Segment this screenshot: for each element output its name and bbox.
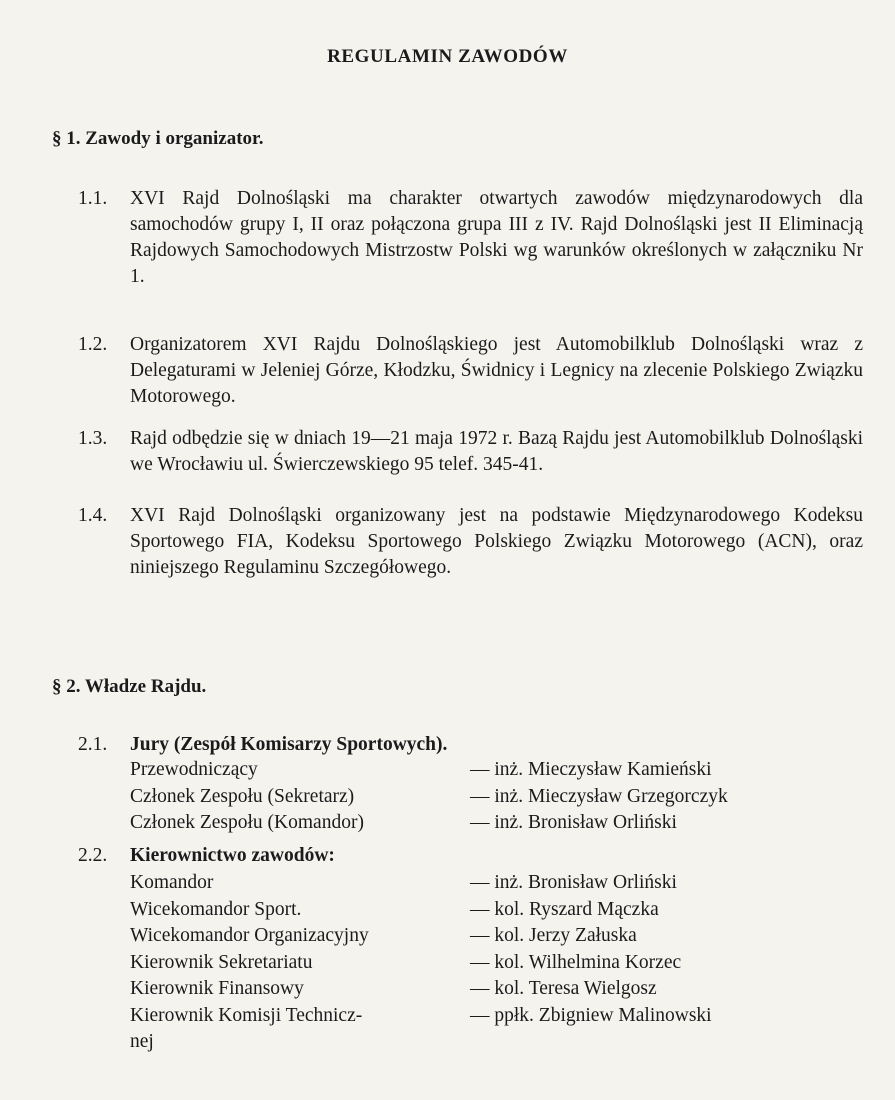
roster-role: Kierownik Finansowy (130, 978, 304, 999)
roster-person: — kol. Jerzy Załuska (470, 925, 637, 946)
subsection-heading (78, 843, 335, 869)
roster-row (130, 923, 850, 950)
subsection-number: 2.1. (78, 734, 108, 755)
roster-role: Kierownik Komisji Technicz- (130, 1004, 363, 1026)
roster-role: Członek Zespołu (Sekretarz) (130, 785, 355, 807)
roster-person: — inż. Bronisław Orliński (470, 812, 677, 833)
paragraph (78, 503, 863, 581)
paragraph (78, 186, 863, 290)
roster-role: Kierownik Sekretariatu (130, 951, 313, 973)
roster-role: Komandor (130, 872, 214, 893)
roster-row (130, 870, 850, 897)
paragraph (78, 332, 863, 410)
section-heading: § 1. Zawody i organizator. (52, 128, 264, 149)
roster-row (130, 950, 850, 977)
roster-row (130, 784, 850, 811)
paragraph-number: 1.1. (78, 188, 108, 209)
roster-role: Wicekomandor Organizacyjny (130, 925, 369, 946)
paragraph-number: 1.3. (78, 428, 108, 449)
roster-role: Przewodniczący (130, 759, 258, 780)
roster-person: — kol. Wilhelmina Korzec (470, 951, 682, 973)
roster-person: — ppłk. Zbigniew Malinowski (470, 1004, 712, 1026)
roster-row (130, 810, 850, 837)
paragraph-text: XVI Rajd Dolnośląski organizowany jest na podstawie Międzynarodowego Kodeksu Sportowego FIA, Kodeksu Sportowego Polskiego Związku Motorowego (ACN), oraz niniejszego Regulaminu Szczegółowego. (130, 505, 863, 578)
paragraph-text: XVI Rajd Dolnośląski ma charakter otwartych zawodów międzynarodowych dla samochodów grupy I, II oraz połączona grupa III z IV. Rajd Dolnośląski jest II Eliminacją Rajdowych Samochodowych Mistrzostw Polski wg warunków określonych w załączniku Nr 1. (130, 188, 863, 287)
paragraph-text: Rajd odbędzie się w dniach 19—21 maja 1972 r. Bazą Rajdu jest Automobilklub Dolnośląski we Wrocławiu ul. Świerczewskiego 95 telef. 345-41. (130, 428, 863, 475)
paragraph-number: 1.4. (78, 505, 108, 526)
roster-row (130, 1003, 850, 1030)
section-heading: § 2. Władze Rajdu. (52, 676, 207, 697)
subsection-label: Kierownictwo zawodów: (130, 845, 335, 866)
subsection-heading (78, 732, 447, 758)
roster-row (130, 897, 850, 924)
roster-person: — kol. Teresa Wielgosz (470, 978, 657, 999)
subsection-label: Jury (Zespół Komisarzy Sportowych). (130, 734, 448, 755)
roster-row (130, 757, 850, 784)
subsection-number: 2.2. (78, 845, 108, 866)
roster-role: Wicekomandor Sport. (130, 898, 302, 920)
management-roster (130, 870, 850, 1056)
paragraph-number: 1.2. (78, 334, 108, 355)
roster-person (470, 1029, 850, 1056)
roster-person: — inż. Bronisław Orliński (470, 872, 677, 893)
paragraph (78, 426, 863, 478)
paragraph-text: Organizatorem XVI Rajdu Dolnośląskiego jest Automobilklub Dolnośląski wraz z Delegaturami w Jeleniej Górze, Kłodzku, Świdnicy i Legnicy na zlecenie Polskiego Związku Motorowego. (130, 334, 863, 407)
roster-role: Członek Zespołu (Komandor) (130, 812, 364, 833)
jury-roster (130, 757, 850, 837)
roster-person: — inż. Mieczysław Kamieński (470, 759, 712, 780)
roster-row (130, 976, 850, 1003)
document-title: REGULAMIN ZAWODÓW (327, 46, 568, 67)
roster-row (130, 1029, 850, 1056)
roster-person: — inż. Mieczysław Grzegorczyk (470, 785, 728, 807)
roster-person: — kol. Ryszard Mączka (470, 898, 659, 920)
roster-role: nej (130, 1031, 154, 1052)
